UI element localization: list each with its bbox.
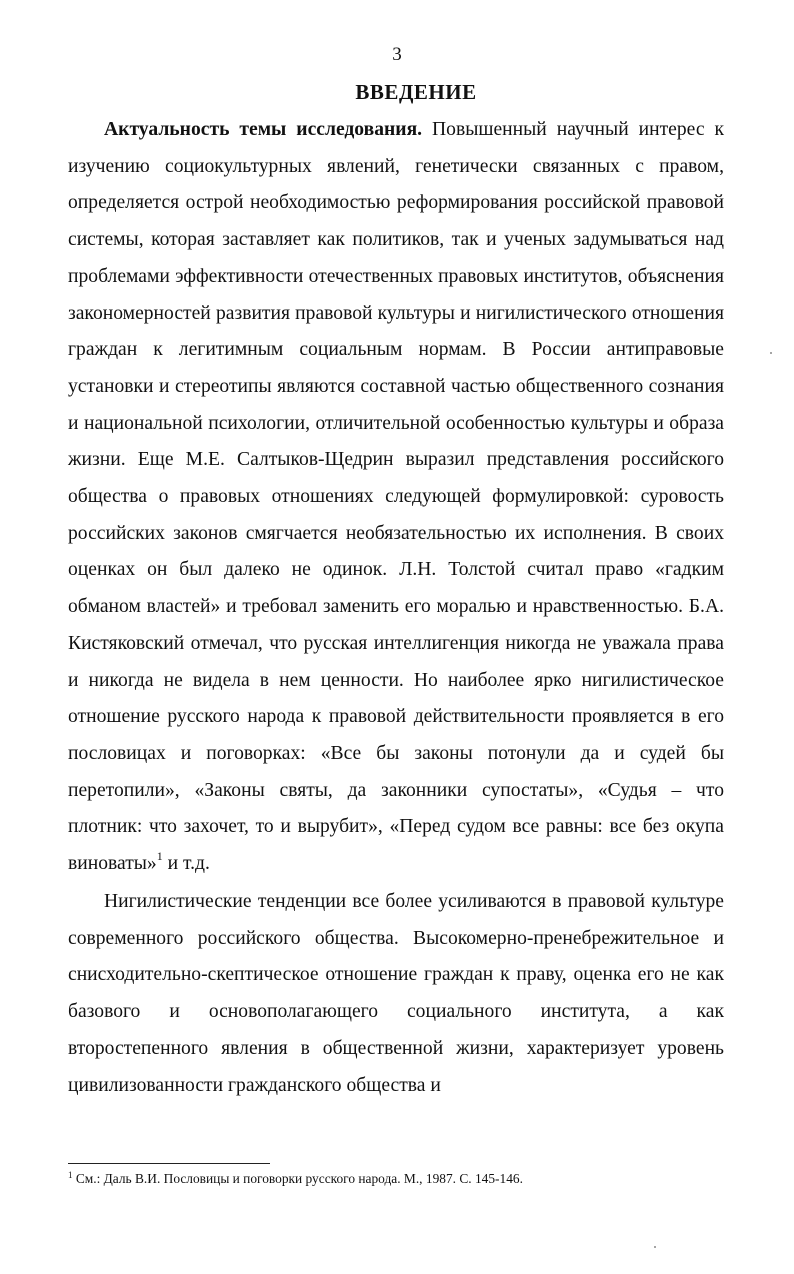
paragraph-tail: и т.д. (162, 853, 210, 875)
paragraph-nihilism (68, 884, 724, 1104)
footnote-divider (68, 1163, 270, 1164)
paragraph-text (68, 112, 724, 883)
scan-artifact-dot (654, 1246, 656, 1248)
footnote-reference: 1 (156, 849, 163, 864)
footnote-marker: 1 (68, 1170, 73, 1180)
paragraph-text: Нигилистические тенденции все более усиливаются в правовой культуре современного российского общества. Высокомерно-пренебрежительное и снисходительно-скептическое отношение граждан к праву, оценка его не как базового и основополагающего социального института, а как второстепенного явления в общественной жизни, характеризует уровень цивилизованности гражданского общества и (68, 891, 724, 1096)
footnote-text: См.: Даль В.И. Пословицы и поговорки русского народа. М., 1987. С. 145-146. (72, 1171, 523, 1186)
page-number: 3 (392, 44, 402, 65)
scan-artifact-dot (770, 352, 772, 354)
page-title: ВВЕДЕНИЕ (355, 80, 477, 104)
paragraph-body: Повышенный научный интерес к изучению социокультурных явлений, генетически связанных с правом, определяется острой необходимостью реформирования российской правовой системы, которая заставляет как политиков, так и ученых задумываться над проблемами эффективности отечественных правовых институтов, объяснения закономерностей развития правовой культуры и нигилистического отношения граждан к легитимным социальным нормам. В России антиправовые установки и стереотипы являются составной частью общественного сознания и национальной психологии, отличительной особенностью культуры и образа жизни. Еще М.Е. Салтыков-Щедрин выразил представления российского общества о правовых отношениях следующей формулировкой: суровость российских законов смягчается необязательностью их исполнения. В своих оценках он был далеко не одинок. Л.Н. Толстой считал право «гадким обманом властей» и требовал заменить его моралью и нравственностью. Б.А. Кистяковский отмечал, что русская интеллигенция никогда не уважала права и никогда не видела в нем ценности. Но наиболее ярко нигилистическое отношение русского народа к правовой действительности проявляется в его пословицах и поговорках: «Все бы законы потонули да и судей бы перетопили», «Законы святы, да законники супостаты», «Судья – что плотник: что захочет, то и вырубит», «Перед судом все равны: все без окупа виноваты» (68, 119, 724, 875)
footnote (68, 1170, 728, 1188)
paragraph-lead: Актуальность темы исследования. (104, 119, 423, 140)
paragraph-relevance (68, 112, 724, 883)
